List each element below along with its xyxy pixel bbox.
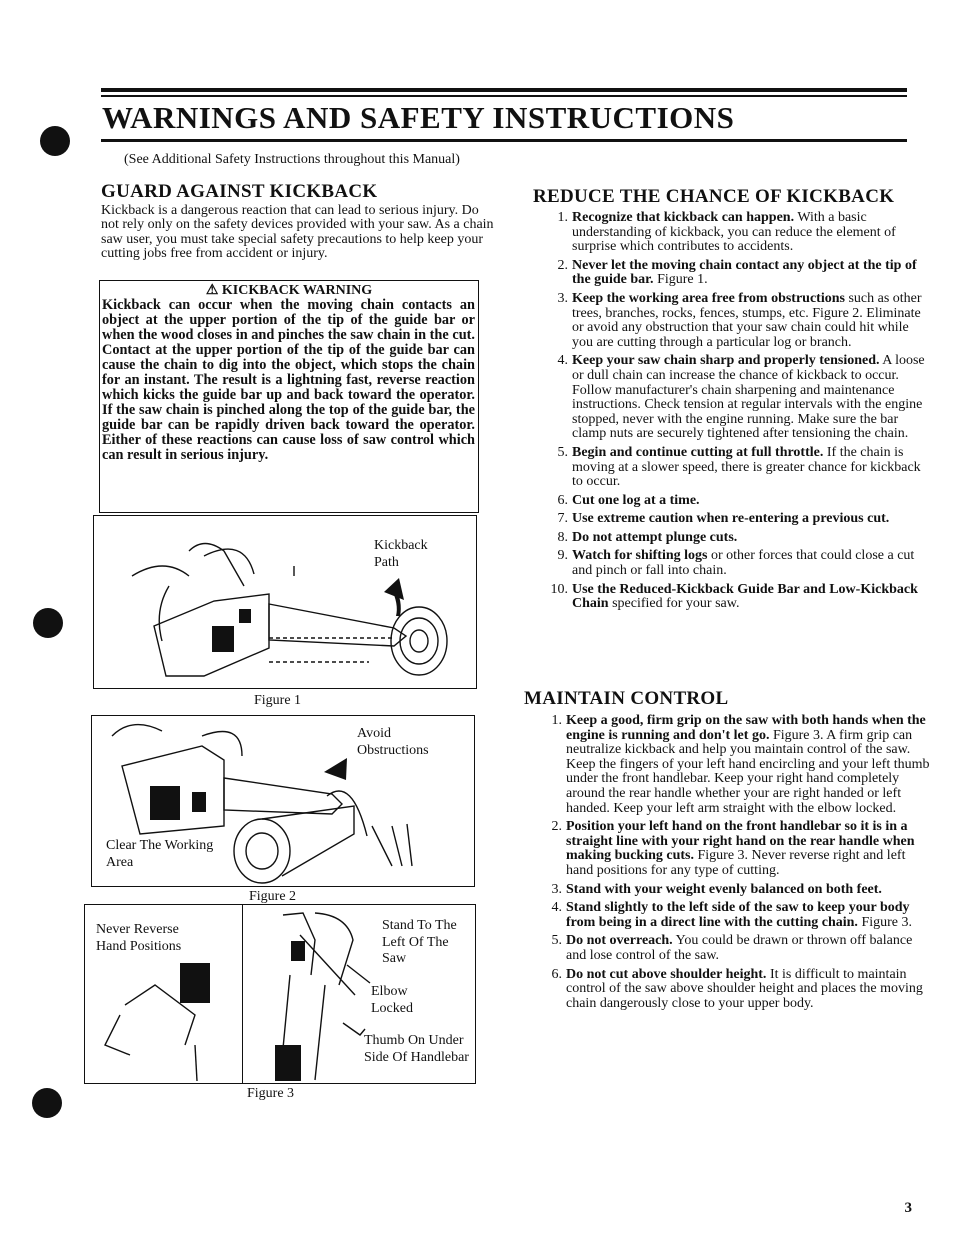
figure-1-frame [93, 515, 477, 689]
list-item: 5. Begin and continue cutting at full throttle. If the chain is moving at a slower speed, there is greater chance for kickback to occur. [557, 444, 921, 490]
binder-hole-2 [33, 608, 63, 638]
page-title: WARNINGS AND SAFETY INSTRUCTIONS [102, 100, 735, 135]
maintain-control-list [542, 714, 932, 1015]
list-item: 4. Stand slightly to the left side of the saw to keep your body from being in a direct line with the cutting chain. Figure 3. [551, 900, 912, 930]
list-item: 2. Position your left hand on the front handlebar so it is in a straight line with your right hand on the rear handle when making bucking cuts. Figure 3. Never reverse right and left hand positions for any type of cutting. [551, 819, 915, 878]
figure-2-label-avoid-obstructions: Avoid Obstructions [357, 726, 429, 758]
maintain-control-heading: MAINTAIN CONTROL [524, 688, 729, 709]
list-item: 2. Never let the moving chain contact any object at the tip of the guide bar. Figure 1. [557, 257, 917, 288]
figure-3-label-elbow-locked: Elbow Locked [371, 984, 413, 1016]
page-number: 3 [904, 1200, 912, 1216]
page-subtitle: (See Additional Safety Instructions throughout this Manual) [124, 152, 460, 167]
figure-1-label-kickback-path: Kickback Path [374, 538, 428, 570]
list-item: 3. Stand with your weight evenly balanced on both feet. [551, 881, 882, 897]
list-item: 3. Keep the working area free from obstructions such as other trees, branches, rocks, fences, stumps, etc. Figure 2. Eliminate or avoid any obstruction that your saw chain could hit while you are cutting through a particular log or branch. [557, 290, 922, 350]
figure-3-label-stand-left: Stand To The Left Of The Saw [382, 918, 457, 966]
figure-1-caption: Figure 1 [254, 693, 302, 708]
list-item: 6. Do not cut above shoulder height. It is difficult to maintain control of the saw above shoulder height and places the moving chain dangerously close to your upper body. [551, 966, 923, 1011]
list-item: 6. Cut one log at a time. [557, 492, 700, 508]
guard-kickback-intro: Kickback is a dangerous reaction that can lead to serious injury. Do not rely only on the safety devices provided with your saw. As a chain saw user, you must take special safety precautions to help keep your cutting jobs free from accident or injury. [101, 203, 494, 261]
figure-2-caption: Figure 2 [249, 889, 297, 904]
list-item: 7. Use extreme caution when re-entering a previous cut. [557, 511, 890, 527]
list-item: 1. Keep a good, firm grip on the saw with both hands when the engine is running and don't let go. Figure 3. A firm grip can neutralize kickback and help you maintain control of the saw. Keep the fingers of your left hand encircling and your left thumb under the front handlebar. Keep your right hand completely around the rear handle whether your are right handed or left handed. Keep your left arm straight with the elbow locked. [551, 713, 930, 816]
figure-3-frame [84, 904, 476, 1084]
top-rule-thick [101, 88, 907, 92]
top-rule-thin [101, 95, 907, 97]
reduce-kickback-heading: REDUCE THE CHANCE OF KICKBACK [533, 186, 895, 207]
binder-hole-3 [32, 1088, 62, 1118]
figure-3-caption: Figure 3 [247, 1086, 295, 1101]
list-item: 8. Do not attempt plunge cuts. [557, 529, 738, 545]
list-item: 9. Watch for shifting logs or other forces that could close a cut and pinch or fall into chain. [557, 548, 915, 579]
title-underline [101, 139, 907, 142]
list-item: 1. Recognize that kickback can happen. With a basic understanding of kickback, you can reduce the element of surprise which contributes to accidents. [557, 210, 896, 255]
list-item: 4. Keep your saw chain sharp and properly tensioned. A loose or dull chain can increase the chance of kickback to occur. Follow manufacturer's chain sharpening and maintenance instructions. Check tension at regular intervals with the engine stopped, never with the engine running. Make sure the bar clamp nuts are securely tightened after tensioning the chain. [557, 353, 925, 442]
reduce-kickback-list [548, 211, 932, 616]
figure-2-frame [91, 715, 475, 887]
kickback-warning-title: ⚠ KICKBACK WARNING [205, 283, 373, 298]
guard-kickback-heading: GUARD AGAINST KICKBACK [101, 181, 378, 202]
list-item: 10. Use the Reduced-Kickback Guide Bar and Low-Kickback Chain specified for your saw. [550, 581, 918, 612]
kickback-warning-box [99, 280, 479, 513]
figure-3-label-thumb: Thumb On Under Side Of Handlebar [364, 1033, 469, 1065]
kickback-warning-text: Kickback can occur when the moving chain contacts an object at the upper portion of the tip of the guide bar or when the wood closes in and pinches the saw chain in the cut. Contact at the upper portion of the tip of the guide bar can cause the chain to dig into the object, which stops the chain for an instant. The result is a lightning fast, reverse reaction which kicks the guide bar up and back toward the operator. If the saw chain is pinched along the top of the guide bar, the guide bar can be rapidly driven back toward the operator. Either of these reactions can cause loss of saw control which can result in serious injury. [102, 297, 475, 463]
binder-hole-1 [40, 126, 70, 156]
figure-2-label-clear-area: Clear The Working Area [106, 838, 214, 870]
figure-3-label-never-reverse: Never Reverse Hand Positions [96, 922, 182, 954]
list-item: 5. Do not overreach. You could be drawn or thrown off balance and lose control of the saw. [551, 933, 913, 963]
